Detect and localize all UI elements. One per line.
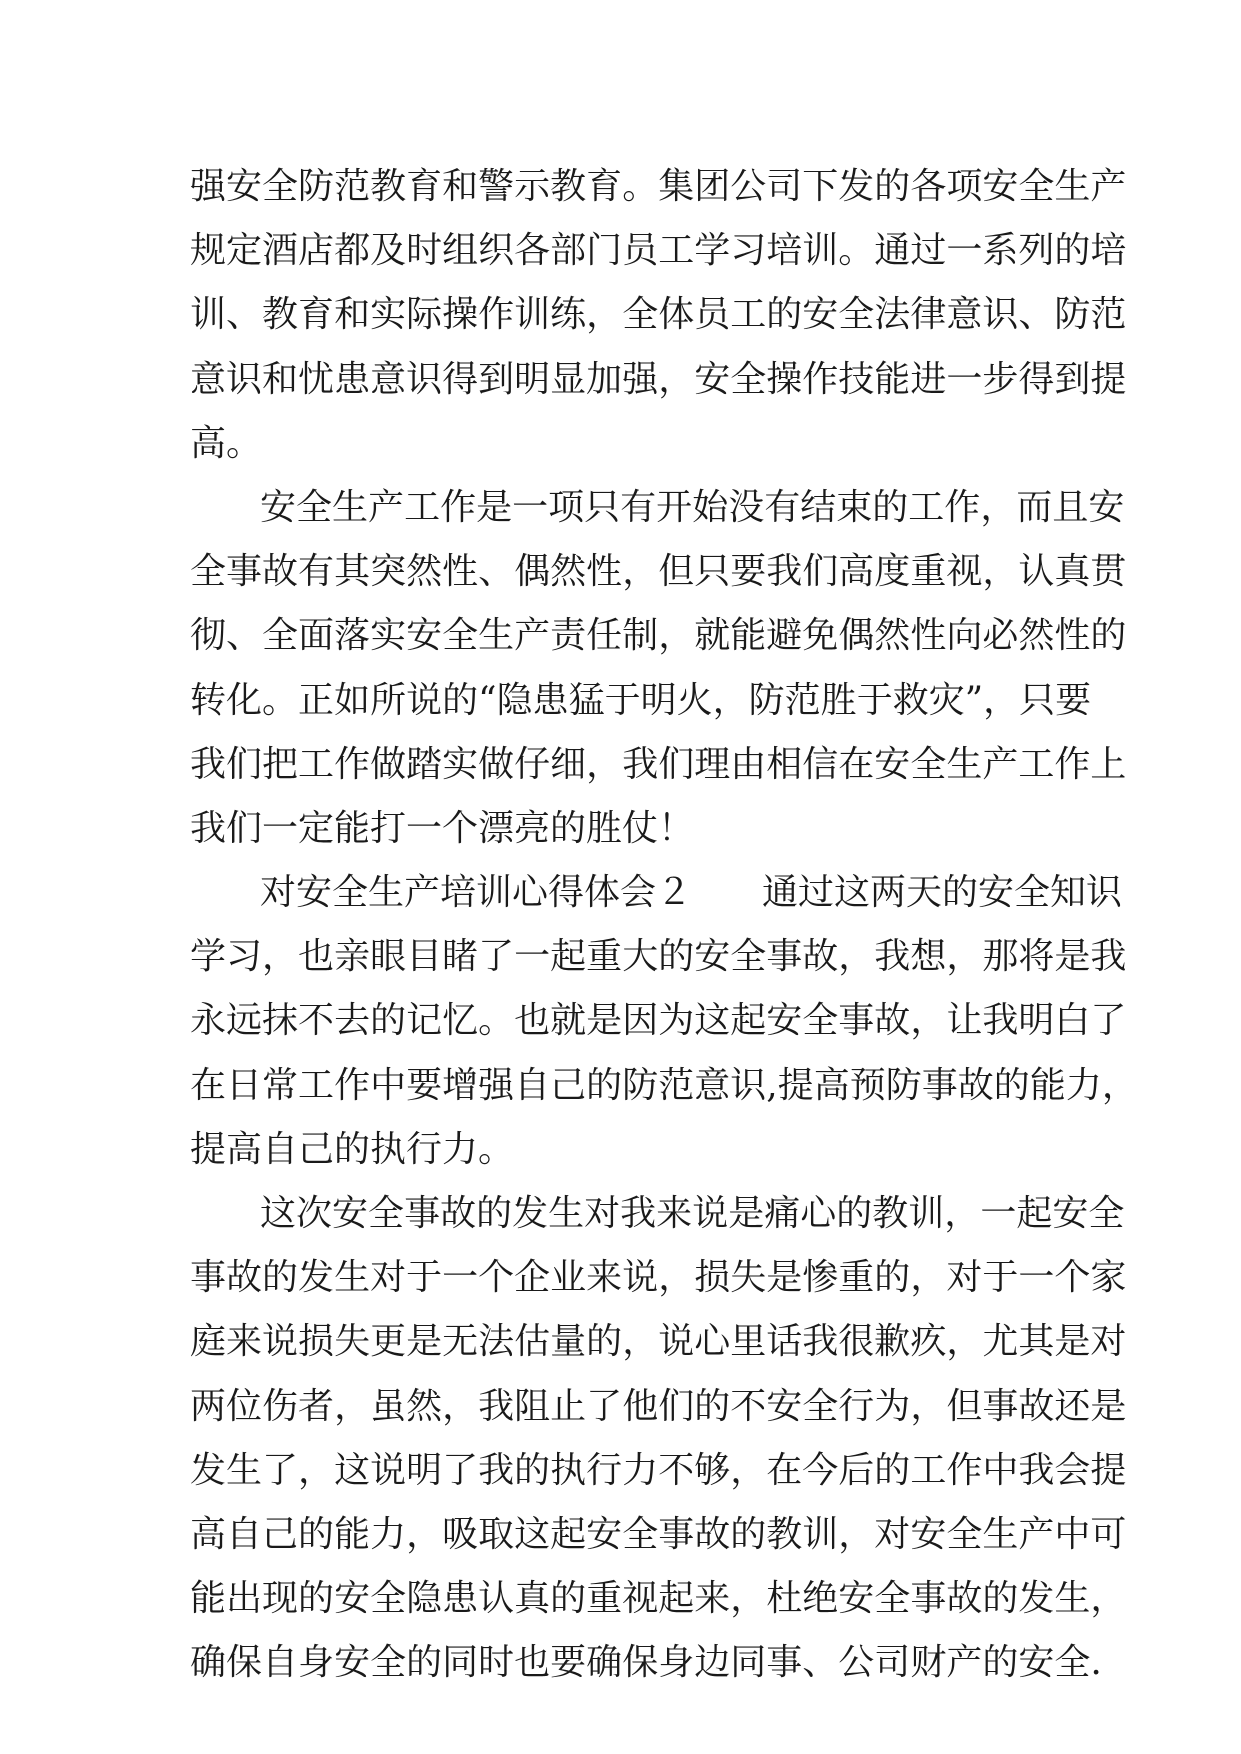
text-line: 事 故 的 发 生 对 于 一 个 企 业 来 说 ， 损 失 是 惨 重 的 ， 对 于 一 个 家	[190, 1257, 1127, 1299]
paragraph-first-line: 这 次 安 全 事 故 的 发 生 对 我 来 说 是 痛 心 的 教 训 ， 一 起 安 全	[260, 1193, 1125, 1234]
text-line: 意 识 和 忧 患 意 识 得 到 明 显 加 强 ， 安 全 操 作 技 能 进 一 步 得 到 提	[190, 358, 1127, 400]
text-line: 彻 、 全 面 落 实 安 全 生 产 责 任 制 ， 就 能 避 免 偶 然 性 向 必 然 性 的	[190, 615, 1127, 657]
text-line: 确 保 自 身 安 全 的 同 时 也 要 确 保 身 边 同 事 、 公 司 财 产 的 安 全 .	[190, 1642, 1102, 1684]
text-line: 强 安 全 防 范 教 育 和 警 示 教 育 。 集 团 公 司 下 发 的 各 项 安 全 生 产	[190, 166, 1127, 207]
text-line: 学 习 ， 也 亲 眼 目 睹 了 一 起 重 大 的 安 全 事 故 ， 我 想 ， 那 将 是 我	[190, 936, 1127, 978]
text-line: 发 生 了 ， 这 说 明 了 我 的 执 行 力 不 够 ， 在 今 后 的 工 作 中 我 会 提	[190, 1449, 1127, 1491]
section-heading-continuation: 通过这两天的安全知识	[762, 872, 1123, 914]
text-line: 两 位 伤 者 ， 虽 然 ， 我 阻 止 了 他 们 的 不 安 全 行 为 ， 但 事 故 还 是	[190, 1385, 1127, 1427]
text-line: 我们一定能打一个漂亮的胜仗！	[190, 807, 695, 849]
paragraph-first-line: 安 全 生 产 工 作 是 一 项 只 有 开 始 没 有 结 束 的 工 作 ， 而 且 安	[260, 486, 1125, 528]
text-line: 高 自 己 的 能 力 ， 吸 取 这 起 安 全 事 故 的 教 训 ， 对 安 全 生 产 中 可	[190, 1513, 1127, 1555]
text-line: 在 日 常 工 作 中 要 增 强 自 己 的 防 范 意 识 , 提 高 预 防 事 故 的 能 力 ，	[190, 1064, 1138, 1106]
section-heading: 对安全生产培训心得体会２	[260, 872, 693, 914]
text-line: 庭 来 说 损 失 更 是 无 法 估 量 的 ， 说 心 里 话 我 很 歉 疚 ， 尤 其 是 对	[190, 1321, 1127, 1363]
text-line: 永 远 抹 不 去 的 记 忆 。 也 就 是 因 为 这 起 安 全 事 故 ， 让 我 明 白 了	[190, 1000, 1127, 1042]
section-heading-line	[190, 861, 1123, 925]
text-line: 规 定 酒 店 都 及 时 组 织 各 部 门 员 工 学 习 培 训 。 通 过 一 系 列 的 培	[190, 230, 1127, 272]
document-body	[190, 155, 1138, 1696]
text-line: 训 、 教 育 和 实 际 操 作 训 练 ， 全 体 员 工 的 安 全 法 律 意 识 、 防 范	[190, 294, 1127, 336]
text-line: 我 们 把 工 作 做 踏 实 做 仔 细 ， 我 们 理 由 相 信 在 安 全 生 产 工 作 上	[190, 743, 1127, 785]
text-line: 能 出 现 的 安 全 隐 患 认 真 的 重 视 起 来 ， 杜 绝 安 全 事 故 的 发 生 ，	[190, 1578, 1127, 1620]
text-line: 高。	[190, 422, 263, 464]
text-line: 提高自己的执行力。	[190, 1128, 515, 1170]
text-line: 转 化 。 正 如 所 说 的 “ 隐 患 猛 于 明 火 ， 防 范 胜 于 救 灾 ” ， 只 要	[190, 679, 1092, 721]
text-line: 全 事 故 有 其 突 然 性 、 偶 然 性 ， 但 只 要 我 们 高 度 重 视 ， 认 真 贯	[190, 551, 1127, 593]
